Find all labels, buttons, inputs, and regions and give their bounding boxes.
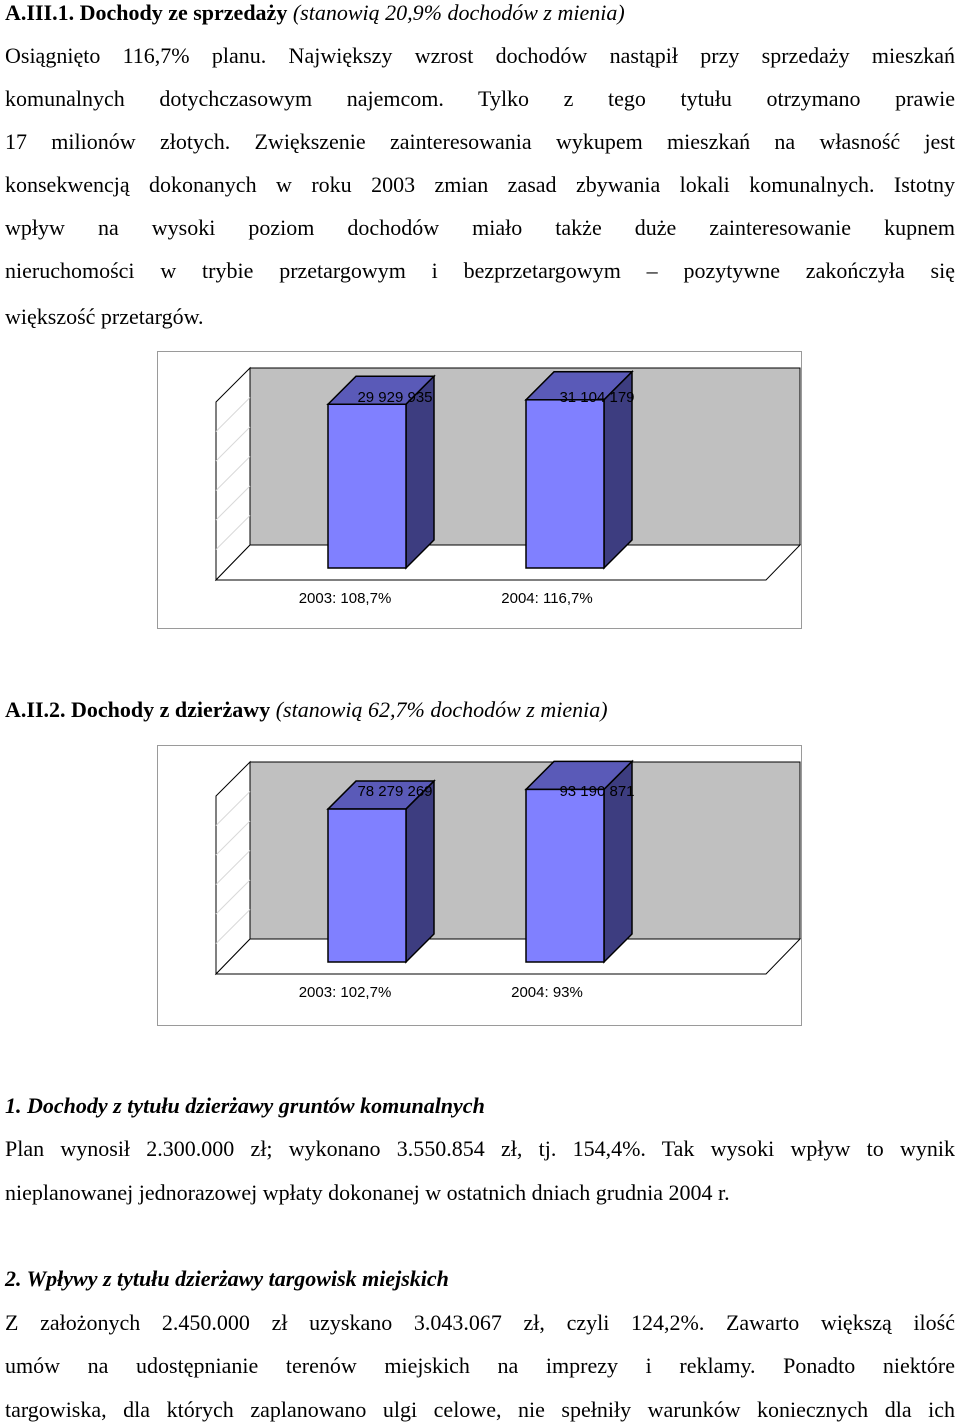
section2-heading [5, 697, 955, 723]
subsection1-heading: 1. Dochody z tytułu dzierżawy gruntów komunalnych [5, 1093, 485, 1118]
section2-heading-share: (stanowią 62,7% dochodów z mienia) [275, 697, 608, 722]
paragraph-line: Osiągnięto 116,7% planu. Największy wzrost dochodów nastąpił przy sprzedaży mieszkań [5, 43, 955, 68]
chart-category-label: 2004: 116,7% [501, 590, 593, 607]
chart-value-label: 78 279 269 [357, 783, 433, 800]
section1-heading-share: (stanowią 20,9% dochodów z mienia) [292, 0, 625, 25]
chart-bar-side [406, 781, 434, 962]
section1-heading [5, 0, 955, 26]
subsection1-line: nieplanowanej jednorazowej wpłaty dokonanej w ostatnich dniach grudnia 2004 r. [5, 1180, 730, 1205]
chart-category-label: 2003: 108,7% [298, 590, 392, 607]
chart-sales-svg [158, 352, 803, 630]
subsection2-line: targowiska, dla których zaplanowano ulgi celowe, nie spełniły warunków koniecznych dla ich [5, 1397, 955, 1422]
paragraph-line: wpływ na wysoki poziom dochodów miało także duże zainteresowanie kupnem [5, 215, 955, 240]
chart-category-label: 2003: 102,7% [298, 984, 392, 1001]
chart-bar [328, 404, 406, 568]
chart-lease-svg [158, 746, 803, 1027]
chart-value-label: 29 929 935 [357, 389, 433, 406]
chart-bar [526, 789, 604, 962]
paragraph-line: konsekwencją dokonanych w roku 2003 zmian zasad zbywania lokali komunalnych. Istotny [5, 172, 955, 197]
chart-floor [216, 545, 800, 580]
paragraph-line: nieruchomości w trybie przetargowym i bezprzetargowym – pozytywne zakończyła się [5, 258, 955, 283]
chart-value-label: 93 190 871 [559, 783, 635, 800]
subsection1-line: Plan wynosił 2.300.000 zł; wykonano 3.550.854 zł, tj. 154,4%. Tak wysoki wpływ to wynik [5, 1136, 955, 1161]
chart-floor [216, 939, 800, 974]
paragraph-line: większość przetargów. [5, 304, 204, 329]
chart-bar [328, 809, 406, 962]
chart-category-label: 2004: 93% [511, 984, 583, 1001]
subsection2-line: Z założonych 2.450.000 zł uzyskano 3.043.067 zł, czyli 124,2%. Zawarto większą ilość [5, 1310, 955, 1335]
chart-bar [526, 400, 604, 568]
chart-sales [157, 351, 802, 629]
paragraph-line: 17 milionów złotych. Zwiększenie zainteresowania wykupem mieszkań na własność jest [5, 129, 955, 154]
subsection2-heading: 2. Wpływy z tytułu dzierżawy targowisk miejskich [5, 1266, 449, 1291]
section2-heading-title: A.II.2. Dochody z dzierżawy [5, 697, 271, 722]
chart-lease [157, 745, 802, 1026]
chart-value-label: 31 104 179 [559, 389, 635, 406]
section1-heading-title: A.III.1. Dochody ze sprzedaży [5, 0, 288, 25]
paragraph-line: komunalnych dotychczasowym najemcom. Tylko z tego tytułu otrzymano prawie [5, 86, 955, 111]
subsection2-line: umów na udostępnianie terenów miejskich na imprezy i reklamy. Ponadto niektóre [5, 1353, 955, 1378]
